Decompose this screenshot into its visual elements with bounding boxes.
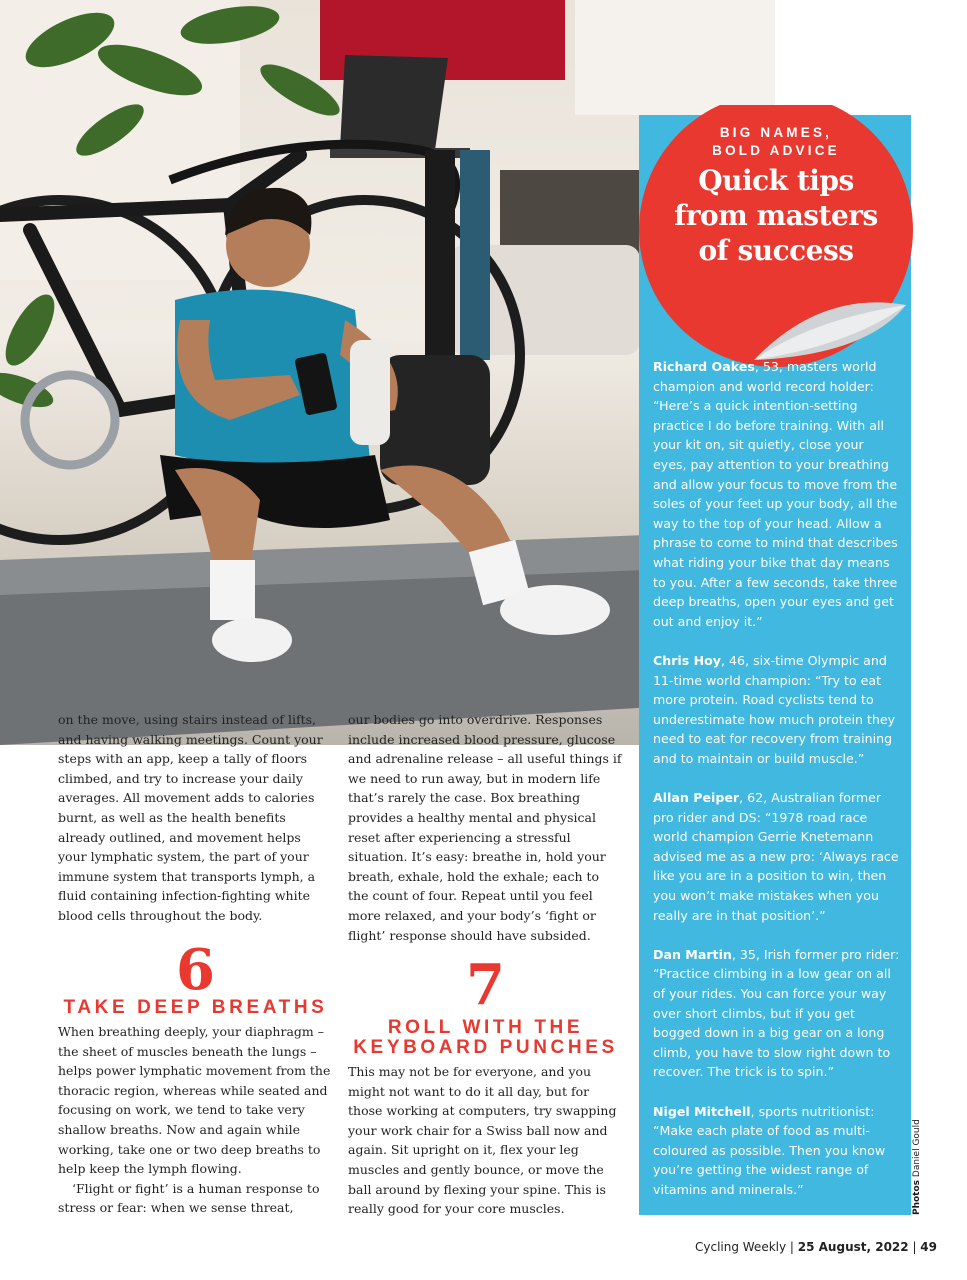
sidebar-title [636,163,916,268]
tip-name: Allan Peiper [653,790,740,806]
tip-text: , sports nutritionist: “Make each plate of food as multi-coloured as possible. Then you know you’re getting the widest range of vitamins and minerals.” [653,1103,886,1197]
section-heading [348,1018,623,1058]
credit-label: Photos [912,1179,922,1215]
tip-text: , 62, Australian former pro rider and DS: “1978 road race world champion Gerrie Knetemann advised me as a new pro: ‘Always race like you are in a position to win, then you won’t make mistakes when you really are in that position’.” [653,790,899,923]
page-number: 49 [920,1240,937,1254]
sidebar-kicker [636,124,916,160]
heading-line-2: KEYBOARD PUNCHES [353,1037,618,1058]
section-heading: TAKE DEEP BREATHS [63,997,328,1018]
tip-name: Dan Martin [653,946,732,962]
body-paragraph: our bodies go into overdrive. Responses include increased blood pressure, glucose and adrenaline release – all useful things if we need to run away, but in modern life that’s rarely the case. Box breathing provides a healthy mental and physical reset after experiencing a stressful situation. It’s easy: breathe in, hold your breath, exhale, hold the exhale; each to the count of four. Repeat until you feel more relaxed, and your body’s ‘fight or flight’ response should have subsided. [348,712,622,943]
footer-separator: | [908,1240,921,1254]
tip-name: Nigel Mitchell [653,1103,751,1119]
tip-nigel-mitchell [653,1102,901,1200]
kicker-line-1: BIG NAMES, [719,125,833,140]
section-7-body [348,1062,623,1219]
footer-separator: | [786,1240,798,1254]
section-number: 7 [466,952,505,1018]
article-column-1 [58,710,333,926]
body-paragraph: ‘Flight or fight’ is a human response to stress or fear: when we sense threat, [58,1180,320,1216]
body-paragraph: on the move, using stairs instead of lifts, and having walking meetings. Count your steps with an app, keep a tally of floors climbed, and try to increase your daily averages. All movement adds to calories burnt, as well as the health benefits already outlined, and movement helps your lymphatic system, the part of your immune system that transports lymph, a fluid containing infection-fighting white blood cells throughout the body. [58,712,323,923]
issue-date: 25 August, 2022 [797,1240,909,1254]
tip-text: , 35, Irish former pro rider: “Practice climbing in a low gear on all of your rides. You can force your way over short climbs, but if you get bogged down in a big gear on a long climb, you have to slow right down to recover. The trick is to spin.” [653,946,900,1080]
body-paragraph: When breathing deeply, your diaphragm – the sheet of muscles beneath the lungs – helps power lymphatic movement from the thoracic region, whereas while seated and focusing on work, we tend to take very shallow breaths. Now and again while working, take one or two deep breaths to help keep the lymph flowing. [58,1024,331,1177]
kicker-line-2: BOLD ADVICE [712,143,840,158]
title-line-2: from masters [674,199,878,232]
title-line-3: of success [698,234,854,267]
tip-text: , 46, six-time Olympic and 11-time world champion: “Try to eat more protein. Road cyclists tend to underestimate how much protein they need to eat for recovery from training and to maintain or build muscle.” [653,652,896,766]
tip-chris-hoy [653,651,901,769]
body-paragraph: This may not be for everyone, and you might not want to do it all day, but for those working at computers, try swapping your work chair for a Swiss ball now and again. Sit upright on it, flex your leg muscles and gently bounce, or move the ball around by flexing your spine. This is really good for your core muscles. [348,1064,617,1217]
credit-name: Daniel Gould [912,1119,922,1178]
sidebar-header-badge [636,105,916,367]
tip-name: Chris Hoy [653,652,722,668]
tip-name: Richard Oakes [653,359,755,374]
section-6-body [58,1022,333,1218]
article-column-2 [348,710,623,945]
tip-richard-oakes [653,357,901,631]
tip-text: , 53, masters world champion and world record holder: “Here’s a quick intention-setting practice I do before training. With all your kit on, sit quietly, close your eyes, pay attention to your breathing and allow your focus to move from the soles of your feet up your body, all the way to the top of your head. Allow a phrase to come to mind that describes what riding your bike that day means to you. After a few seconds, take three deep breaths, open your eyes and get out and enjoy it.” [653,359,898,629]
tips-list [653,357,901,1219]
publication-name: Cycling Weekly [694,1240,787,1254]
tip-dan-martin [653,945,901,1082]
tip-allan-peiper [653,788,901,925]
section-number: 6 [176,937,215,1003]
page-footer [695,1240,937,1254]
title-line-1: Quick tips [698,164,854,197]
photo-credit [912,1105,922,1215]
heading-line-1: ROLL WITH THE [387,1017,584,1038]
